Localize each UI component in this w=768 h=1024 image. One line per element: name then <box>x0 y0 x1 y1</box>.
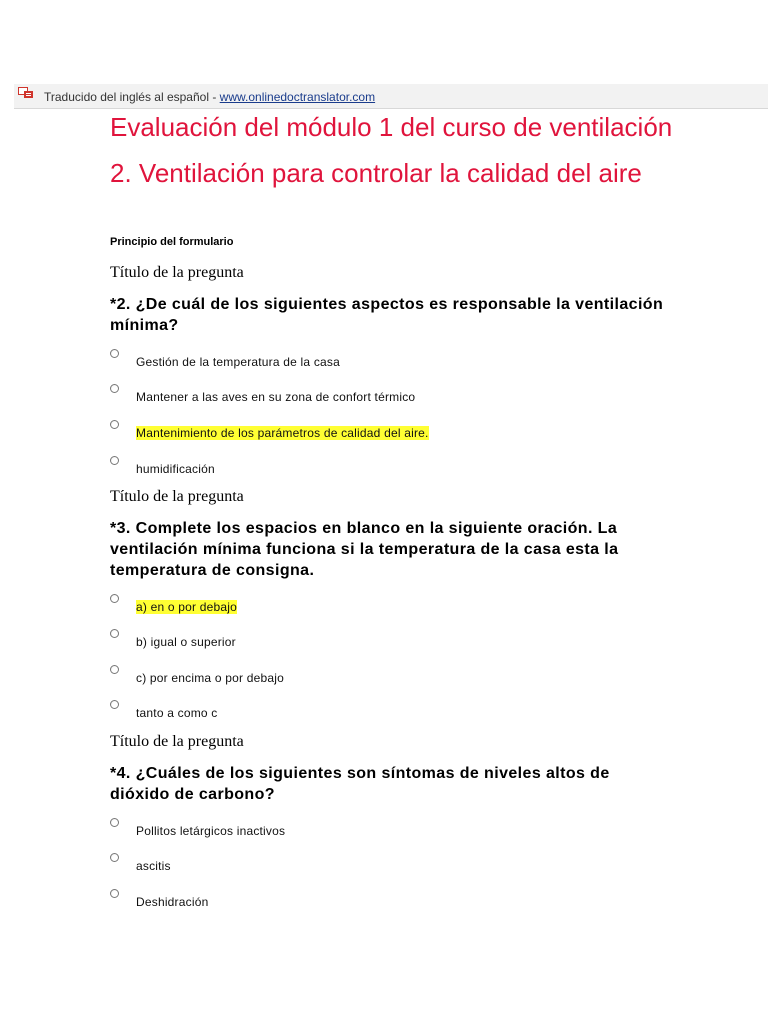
radio-button[interactable] <box>110 420 119 429</box>
option-label: Mantener a las aves en su zona de confort térmico <box>136 390 416 404</box>
option-label-highlighted: a) en o por debajo <box>136 600 238 614</box>
radio-button[interactable] <box>110 456 119 465</box>
question-text: *4. ¿Cuáles de los siguientes son síntomas de niveles altos de dióxido de carbono? <box>110 765 610 803</box>
option-label: Deshidración <box>136 895 209 909</box>
option-label: b) igual o superior <box>136 635 236 649</box>
translate-icon <box>18 87 34 99</box>
option-label: Pollitos letárgicos inactivos <box>136 824 286 838</box>
radio-button[interactable] <box>110 889 119 898</box>
radio-button[interactable] <box>110 594 119 603</box>
section-title: 2. Ventilación para controlar la calidad del aire <box>110 158 642 188</box>
option-label: c) por encima o por debajo <box>136 671 284 685</box>
radio-button[interactable] <box>110 384 119 393</box>
translation-banner <box>14 84 768 109</box>
radio-button[interactable] <box>110 629 119 638</box>
question-text: *2. ¿De cuál de los siguientes aspectos es responsable la ventilación mínima? <box>110 296 664 334</box>
radio-button[interactable] <box>110 818 119 827</box>
question-title: Título de la pregunta <box>110 488 244 505</box>
banner-text: Traducido del inglés al español - www.onlinedoctranslator.com <box>44 90 376 104</box>
option-label: ascitis <box>136 859 171 873</box>
option-label: humidificación <box>136 462 215 476</box>
page-title: Evaluación del módulo 1 del curso de ventilación <box>110 112 673 142</box>
option-label-highlighted: Mantenimiento de los parámetros de calidad del aire. <box>136 426 429 440</box>
question-title: Título de la pregunta <box>110 264 244 281</box>
form-start-label: Principio del formulario <box>110 236 234 248</box>
question-text: *3. Complete los espacios en blanco en la siguiente oración. La ventilación mínima funciona si la temperatura de la casa esta la temperatura de consigna. <box>110 520 619 579</box>
option-label: tanto a como c <box>136 706 218 720</box>
translator-link[interactable]: www.onlinedoctranslator.com <box>219 90 376 104</box>
radio-button[interactable] <box>110 853 119 862</box>
question-title: Título de la pregunta <box>110 733 244 750</box>
option-label: Gestión de la temperatura de la casa <box>136 355 340 369</box>
radio-button[interactable] <box>110 665 119 674</box>
radio-button[interactable] <box>110 700 119 709</box>
radio-button[interactable] <box>110 349 119 358</box>
